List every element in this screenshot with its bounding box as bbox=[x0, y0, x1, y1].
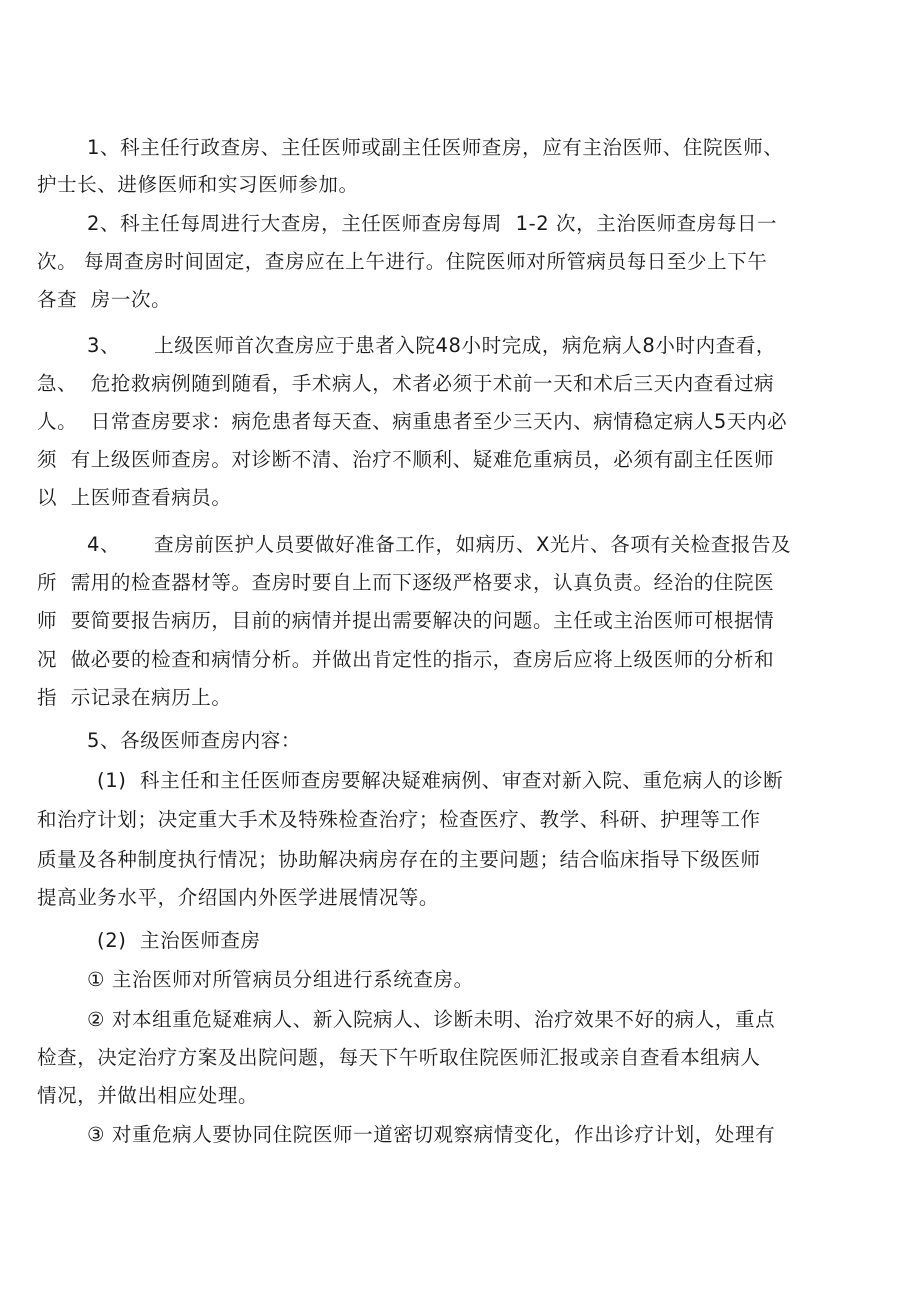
paragraph-3-line-4: 须 有上级医师查房。对诊断不清、治疗不顺利、疑难危重病员，必须有副主任医师 bbox=[37, 448, 775, 471]
point-2-line-2: 检查，决定治疗方案及出院问题，每天下午听取住院医师汇报或亲自查看本组病人 bbox=[37, 1046, 761, 1069]
paragraph-2-line-1: 2、科主任每周进行大查房，主任医师查房每周 1-2 次，主治医师查房每日一 bbox=[87, 212, 778, 235]
point-3-line-1: ③ 对重危病人要协同住院医师一道密切观察病情变化，作出诊疗计划，处理有 bbox=[87, 1123, 776, 1146]
paragraph-5-heading: 5、各级医师查房内容： bbox=[87, 729, 302, 752]
paragraph-3-line-3: 人。 日常查房要求：病危患者每天查、病重患者至少三天内、病情稳定病人5天内必 bbox=[37, 410, 788, 433]
subitem-1-line-1: (1) 科主任和主任医师查房要解决疑难病例、审查对新入院、重危病人的诊断 bbox=[97, 769, 784, 792]
subitem-1-line-4: 提高业务水平，介绍国内外医学进展情况等。 bbox=[37, 886, 440, 909]
paragraph-4-line-4: 况 做必要的检查和病情分析。并做出肯定性的指示，查房后应将上级医师的分析和 bbox=[37, 648, 775, 671]
subitem-1-line-3: 质量及各种制度执行情况；协助解决病房存在的主要问题；结合临床指导下级医师 bbox=[37, 848, 761, 871]
paragraph-2-line-3: 各查 房一次。 bbox=[37, 288, 172, 311]
paragraph-4-line-5: 指 示记录在病历上。 bbox=[37, 686, 232, 709]
subitem-2-heading: (2) 主治医师查房 bbox=[97, 929, 261, 952]
paragraph-1-line-1: 1、科主任行政查房、主任医师或副主任医师查房，应有主治医师、住院医师、 bbox=[87, 136, 784, 159]
point-2-line-1: ② 对本组重危疑难病人、新入院病人、诊断未明、治疗效果不好的病人，重点 bbox=[87, 1008, 776, 1031]
paragraph-3-line-5: 以 上医师查看病员。 bbox=[37, 486, 232, 509]
paragraph-1-line-2: 护士长、进修医师和实习医师参加。 bbox=[37, 173, 359, 196]
point-1-line-1: ① 主治医师对所管病员分组进行系统查房。 bbox=[87, 968, 474, 991]
paragraph-4-line-1: 4、 查房前医护人员要做好准备工作，如病历、X光片、各项有关检查报告及 bbox=[87, 533, 792, 556]
paragraph-3-line-1: 3、 上级医师首次查房应于患者入院48小时完成，病危病人8小时内查看， bbox=[87, 334, 777, 357]
paragraph-2-line-2: 次。 每周查房时间固定，查房应在上午进行。住院医师对所管病员每日至少上下午 bbox=[37, 250, 768, 273]
subitem-1-line-2: 和治疗计划；决定重大手术及特殊检查治疗；检查医疗、教学、科研、护理等工作 bbox=[37, 808, 761, 831]
paragraph-4-line-3: 师 要简要报告病历，目前的病情并提出需要解决的问题。主任或主治医师可根据情 bbox=[37, 609, 775, 632]
paragraph-4-line-2: 所 需用的检查器材等。查房时要自上而下逐级严格要求，认真负责。经治的住院医 bbox=[37, 571, 775, 594]
paragraph-3-line-2: 急、 危抢救病例随到随看，手术病人，术者必须于术前一天和术后三天内查看过病 bbox=[37, 372, 775, 395]
point-2-line-3: 情况，并做出相应处理。 bbox=[37, 1084, 259, 1107]
